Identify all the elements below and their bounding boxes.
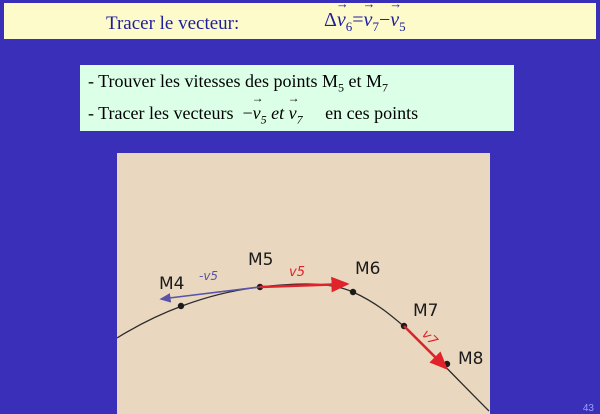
label-v7: v7 (418, 327, 441, 349)
instructions-box (80, 65, 514, 131)
label-minus-v5: -v5 (199, 269, 219, 283)
label-m8: M8 (458, 349, 484, 369)
header-formula: $\Delta\to v_6=\to v_7-\to v_5$ (324, 9, 406, 35)
header-title: Tracer le vecteur: (106, 13, 240, 34)
vector-v7: → $v_7$ (289, 103, 303, 128)
vector-v6: → $v_6$ (337, 9, 352, 35)
label-v5: v5 (289, 265, 305, 280)
point-m6 (350, 289, 356, 295)
label-m6: M6 (355, 259, 381, 279)
vector-v7: → $v_7$ (364, 9, 379, 35)
page-number: 43 (582, 403, 594, 414)
instruction-line-2: - Tracer les vecteurs −→ $v_5$ et → $v_7$ en ces points (88, 103, 418, 128)
label-m4: M4 (159, 274, 185, 294)
instruction-line-1: - Trouver les vitesses des points $M_5$ et $M_7$ (88, 71, 389, 95)
vector-v5: → $v_5$ (253, 103, 267, 128)
point-m4 (178, 303, 184, 309)
label-m5: M5 (248, 250, 274, 270)
trajectory-drawing (117, 153, 490, 414)
vector-v5: → $v_5$ (390, 9, 405, 35)
label-m7: M7 (413, 301, 439, 321)
trajectory-photo (117, 153, 490, 414)
header-bar (4, 3, 596, 39)
